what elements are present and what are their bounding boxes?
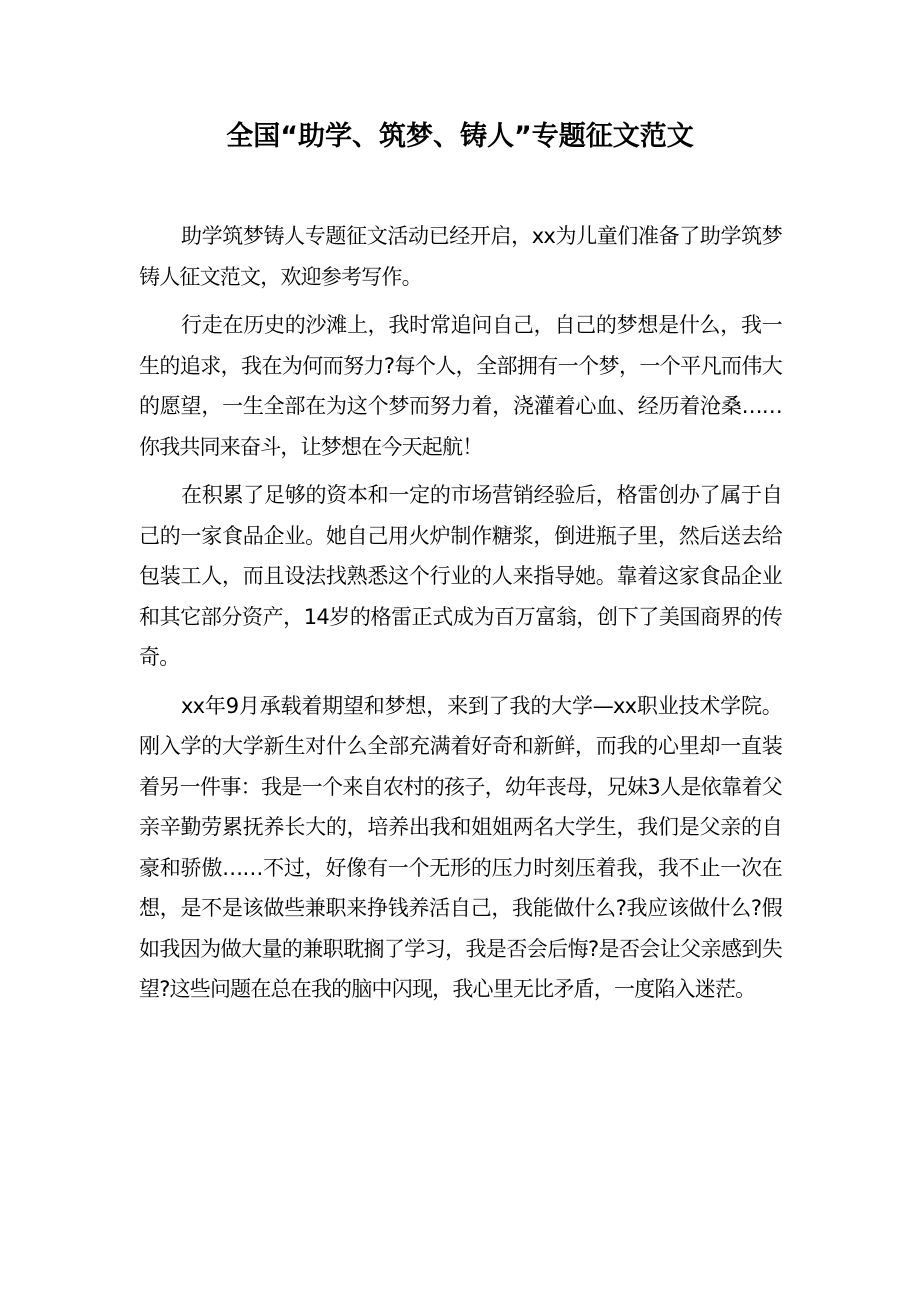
paragraph-intro: 助学筑梦铸人专题征文活动已经开启，xx为儿童们准备了助学筑梦铸人征文范文，欢迎参考写作。 bbox=[139, 224, 782, 289]
paragraph-gray-story: 在积累了足够的资本和一定的市场营销经验后，格雷创办了属于自己的一家食品企业。她自己用火炉制作糖浆，倒进瓶子里，然后送去给包装工人，而且设法找熟悉这个行业的人来指导她。靠着这家食品企业和其它部分资产，14岁的格雷正式成为百万富翁，创下了美国商界的传奇。 bbox=[139, 483, 782, 669]
paragraph-dream: 行走在历史的沙滩上，我时常追问自己，自己的梦想是什么，我一生的追求，我在为何而努力?每个人，全部拥有一个梦，一个平凡而伟大的愿望，一生全部在为这个梦而努力着，浇灌着心血、经历着沧桑……你我共同来奋斗，让梦想在今天起航！ bbox=[139, 313, 782, 459]
document-body bbox=[139, 216, 782, 1018]
document-title: 全国“助学、筑梦、铸人”专题征文范文 bbox=[226, 121, 694, 152]
paragraph-college: xx年9月承载着期望和梦想，来到了我的大学—xx职业技术学院。刚入学的大学新生对什么全部充满着好奇和新鲜，而我的心里却一直装着另一件事：我是一个来自农村的孩子，幼年丧母，兄妹3人是依靠着父亲辛勤劳累抚养长大的，培养出我和姐姐两名大学生，我们是父亲的自豪和骄傲……不过，好像有一个无形的压力时刻压着我，我不止一次在想，是不是该做些兼职来挣钱养活自己，我能做什么?我应该做什么?假如我因为做大量的兼职耽搁了学习，我是否会后悔?是否会让父亲感到失望?这些问题在总在我的脑中闪现，我心里无比矛盾，一度陷入迷茫。 bbox=[139, 693, 782, 1001]
